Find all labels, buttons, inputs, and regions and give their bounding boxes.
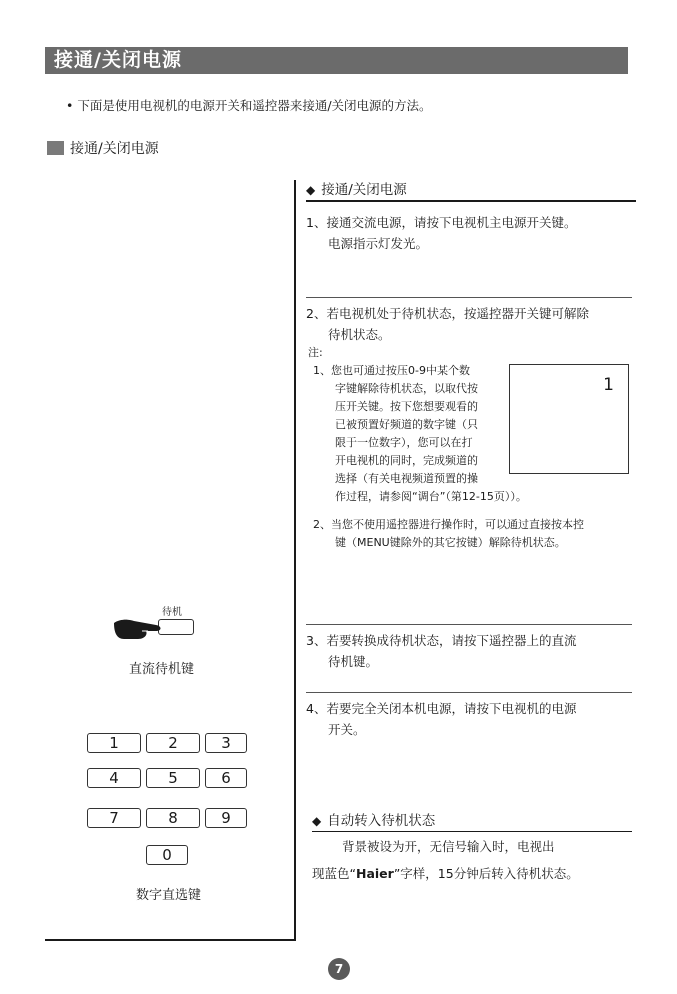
standby-key-illustration xyxy=(108,601,208,651)
note-2-line: 2、当您不使用遥控器进行操作时，可以通过直接按本控 xyxy=(313,518,584,531)
note-1-line: 选择（有关电视频道预置的操 xyxy=(335,472,478,485)
divider-step-3 xyxy=(306,624,632,625)
step-3 xyxy=(306,630,576,672)
step-4-line-1: 4、若要完全关闭本机电源，请按下电视机的电源 xyxy=(306,701,577,716)
auto-line-2-post: ”字样，15分钟后转入待机状态。 xyxy=(393,866,579,881)
diamond-icon: ◆ xyxy=(312,814,322,828)
step-1-line-1: 1、接通交流电源，请按下电视机主电源开关键。 xyxy=(306,215,577,230)
haier-brand: Haier xyxy=(355,866,394,881)
numeric-caption: 数字直选键 xyxy=(136,888,202,903)
divider-step-2 xyxy=(306,297,632,298)
standby-key-label: 待机 xyxy=(162,607,182,618)
step-1-line-2: 电源指示灯发光。 xyxy=(328,236,429,251)
divider-step-4 xyxy=(306,692,632,693)
column-divider xyxy=(294,180,296,940)
numeric-key-9: 9 xyxy=(205,808,247,828)
step-3-line-1: 3、若要转换成待机状态，请按下遥控器上的直流 xyxy=(306,633,577,648)
note-1-line: 压开关键。按下您想要观看的 xyxy=(335,400,478,413)
page-number-badge: 7 xyxy=(328,958,350,980)
auto-standby-text xyxy=(312,836,579,884)
numeric-key-2: 2 xyxy=(146,733,200,753)
numeric-key-3: 3 xyxy=(205,733,247,753)
auto-line-2-pre: 现蓝色“ xyxy=(312,866,356,881)
auto-standby-underline xyxy=(312,831,632,832)
section-heading-label: 接通/关闭电源 xyxy=(70,141,159,157)
step-2-line-2: 待机状态。 xyxy=(328,327,391,342)
step-2-line-1: 2、若电视机处于待机状态，按遥控器开关键可解除 xyxy=(306,306,589,321)
section-heading xyxy=(47,141,159,157)
note-2-line: 键（MENU键除外的其它按键）解除待机状态。 xyxy=(335,536,566,549)
numeric-key-0: 0 xyxy=(146,845,188,865)
numeric-key-5: 5 xyxy=(146,768,200,788)
auto-line-1: 背景被设为开，无信号输入时，电视出 xyxy=(342,839,555,854)
power-heading-label: 接通/关闭电源 xyxy=(321,182,407,198)
screen-channel-number: 1 xyxy=(603,375,614,395)
step-4-line-2: 开关。 xyxy=(328,722,366,737)
note-1-line: 已被预置好频道的数字键（只 xyxy=(335,418,478,431)
note-1-line: 作过程，请参阅“调台”（第12-15页））。 xyxy=(335,490,527,503)
numeric-key-1: 1 xyxy=(87,733,141,753)
note-1-line: 开电视机的同时，完成频道的 xyxy=(335,454,478,467)
note-2 xyxy=(313,516,584,552)
diamond-icon: ◆ xyxy=(306,183,316,197)
auto-line-2 xyxy=(312,863,579,884)
section-square-icon xyxy=(47,141,64,155)
step-4 xyxy=(306,698,576,740)
note-1-line: 限于一位数字），您可以在打 xyxy=(335,436,473,449)
intro-text: • 下面是使用电视机的电源开关和遥控器来接通/关闭电源的方法。 xyxy=(66,98,432,113)
note-1-line: 1、您也可通过按压0-9中某个数 xyxy=(313,364,470,377)
power-heading-underline xyxy=(306,200,636,202)
hand-pointing-icon xyxy=(112,613,164,643)
numeric-key-6: 6 xyxy=(205,768,247,788)
step-1 xyxy=(306,212,576,254)
numeric-key-4: 4 xyxy=(87,768,141,788)
power-heading xyxy=(306,178,407,198)
standby-caption: 直流待机键 xyxy=(129,662,195,677)
note-1-line: 字键解除待机状态，以取代按 xyxy=(335,382,478,395)
auto-standby-heading-label: 自动转入待机状态 xyxy=(327,813,436,829)
step-2 xyxy=(306,303,589,345)
note-label: 注: xyxy=(308,346,323,359)
auto-standby-heading xyxy=(312,809,435,829)
page-title: 接通/关闭电源 xyxy=(45,47,628,74)
step-3-line-2: 待机键。 xyxy=(328,654,379,669)
tv-screen-illustration xyxy=(509,364,629,474)
numeric-key-8: 8 xyxy=(146,808,200,828)
bottom-rule xyxy=(45,939,296,941)
numeric-key-7: 7 xyxy=(87,808,141,828)
